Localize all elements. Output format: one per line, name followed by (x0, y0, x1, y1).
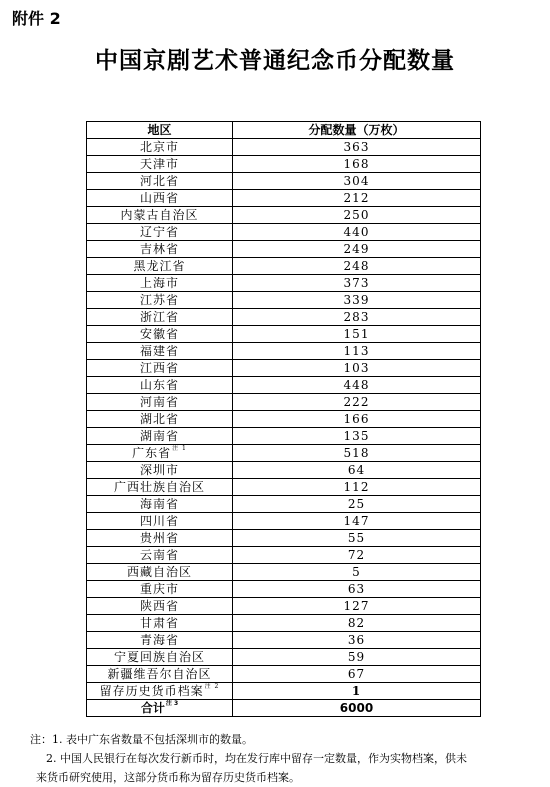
region-name: 西藏自治区 (126, 564, 192, 579)
table-row (87, 683, 481, 700)
table-row (87, 547, 481, 564)
table-row (87, 496, 481, 513)
footnote-2-continued: 来货币研究使用，这部分货币称为留存历史货币档案。 (36, 771, 300, 784)
table-row (87, 462, 481, 479)
region-name: 浙江省 (139, 309, 179, 324)
region-cell (87, 530, 233, 547)
region-cell (87, 479, 233, 496)
region-name: 陕西省 (139, 598, 179, 613)
table-row (87, 428, 481, 445)
table-row (87, 258, 481, 275)
count-cell: 249 (233, 241, 481, 258)
count-cell: 36 (233, 632, 481, 649)
footnote-marker: 注 3 (165, 699, 179, 707)
table-row (87, 411, 481, 428)
region-name: 北京市 (139, 139, 179, 154)
region-cell (87, 547, 233, 564)
table-header-row (87, 122, 481, 139)
table-row (87, 445, 481, 462)
region-cell (87, 462, 233, 479)
count-cell: 448 (233, 377, 481, 394)
region-name: 重庆市 (139, 581, 179, 596)
count-cell: 166 (233, 411, 481, 428)
region-cell (87, 411, 233, 428)
region-cell (87, 445, 233, 462)
distribution-table (86, 121, 481, 717)
region-name: 甘肃省 (139, 615, 179, 630)
region-name: 河北省 (139, 173, 179, 188)
region-name: 深圳市 (139, 462, 179, 477)
region-cell (87, 496, 233, 513)
table-row (87, 224, 481, 241)
table-row (87, 207, 481, 224)
region-cell (87, 258, 233, 275)
count-cell: 63 (233, 581, 481, 598)
table-row (87, 275, 481, 292)
region-name: 辽宁省 (139, 224, 179, 239)
count-cell: 112 (233, 479, 481, 496)
region-name: 内蒙古自治区 (120, 207, 199, 222)
count-cell: 59 (233, 649, 481, 666)
footnotes (30, 730, 530, 787)
count-cell: 25 (233, 496, 481, 513)
table-row (87, 343, 481, 360)
table-row (87, 581, 481, 598)
region-name: 贵州省 (139, 530, 179, 545)
region-name: 天津市 (139, 156, 179, 171)
table-row (87, 139, 481, 156)
total-label-cell (87, 700, 233, 717)
footnote-marker: 注 2 (204, 682, 220, 690)
region-cell (87, 343, 233, 360)
total-label: 合计 (140, 700, 165, 715)
header-region: 地区 (87, 122, 233, 139)
count-cell: 82 (233, 615, 481, 632)
region-cell (87, 649, 233, 666)
region-cell (87, 275, 233, 292)
region-cell (87, 326, 233, 343)
table-row (87, 326, 481, 343)
footnote-marker: 注 1 (172, 444, 187, 452)
region-cell (87, 428, 233, 445)
page-title: 中国京剧艺术普通纪念币分配数量 (95, 48, 455, 74)
count-cell: 67 (233, 666, 481, 683)
count-cell: 283 (233, 309, 481, 326)
region-cell (87, 564, 233, 581)
region-cell (87, 632, 233, 649)
region-cell (87, 156, 233, 173)
count-cell: 339 (233, 292, 481, 309)
table-row (87, 615, 481, 632)
count-cell: 222 (233, 394, 481, 411)
region-cell (87, 241, 233, 258)
table-row (87, 173, 481, 190)
region-name: 河南省 (139, 394, 179, 409)
table-row (87, 394, 481, 411)
count-cell: 304 (233, 173, 481, 190)
count-cell: 147 (233, 513, 481, 530)
region-cell (87, 581, 233, 598)
count-cell: 440 (233, 224, 481, 241)
region-name: 四川省 (139, 513, 179, 528)
table-row (87, 564, 481, 581)
count-cell: 151 (233, 326, 481, 343)
region-name: 湖南省 (139, 428, 179, 443)
region-name: 山西省 (139, 190, 179, 205)
region-cell (87, 139, 233, 156)
region-cell (87, 207, 233, 224)
table-row (87, 666, 481, 683)
table-row (87, 309, 481, 326)
region-cell (87, 224, 233, 241)
table-row (87, 190, 481, 207)
table-row (87, 377, 481, 394)
count-cell: 113 (233, 343, 481, 360)
region-cell (87, 598, 233, 615)
region-cell (87, 377, 233, 394)
table-row (87, 632, 481, 649)
region-name: 广东省 (132, 445, 172, 460)
region-name: 黑龙江省 (133, 258, 186, 273)
region-cell (87, 615, 233, 632)
count-cell: 64 (233, 462, 481, 479)
region-cell (87, 360, 233, 377)
count-cell: 518 (233, 445, 481, 462)
region-name: 湖北省 (139, 411, 179, 426)
table-row (87, 649, 481, 666)
region-name: 新疆维吾尔自治区 (107, 666, 212, 681)
region-cell (87, 394, 233, 411)
region-name: 广西壮族自治区 (113, 479, 205, 494)
region-name: 留存历史货币档案 (99, 683, 204, 698)
count-cell: 250 (233, 207, 481, 224)
table-row (87, 530, 481, 547)
region-name: 宁夏回族自治区 (113, 649, 205, 664)
footnote-2: 2. 中国人民银行在每次发行新币时，均在发行库中留存一定数量，作为实物档案，供未 (46, 752, 467, 765)
table-row (87, 513, 481, 530)
region-name: 青海省 (139, 632, 179, 647)
region-cell (87, 292, 233, 309)
table-row (87, 156, 481, 173)
region-cell (87, 666, 233, 683)
count-cell: 103 (233, 360, 481, 377)
count-cell: 1 (233, 683, 481, 700)
table-row (87, 479, 481, 496)
count-cell: 373 (233, 275, 481, 292)
region-cell (87, 309, 233, 326)
region-name: 吉林省 (139, 241, 179, 256)
table-row (87, 292, 481, 309)
count-cell: 55 (233, 530, 481, 547)
region-name: 福建省 (139, 343, 179, 358)
total-row (87, 700, 481, 717)
count-cell: 168 (233, 156, 481, 173)
count-cell: 127 (233, 598, 481, 615)
region-cell (87, 513, 233, 530)
count-cell: 248 (233, 258, 481, 275)
header-count: 分配数量（万枚） (233, 122, 481, 139)
region-name: 江西省 (139, 360, 179, 375)
region-name: 江苏省 (139, 292, 179, 307)
attachment-label: 附件 2 (12, 9, 61, 28)
region-cell (87, 173, 233, 190)
footnote-1: 注：1. 表中广东省数量不包括深圳市的数量。 (30, 733, 253, 746)
count-cell: 72 (233, 547, 481, 564)
count-cell: 5 (233, 564, 481, 581)
region-name: 云南省 (139, 547, 179, 562)
region-cell (87, 190, 233, 207)
table-row (87, 360, 481, 377)
count-cell: 212 (233, 190, 481, 207)
table-row (87, 598, 481, 615)
region-name: 山东省 (139, 377, 179, 392)
total-count: 6000 (233, 700, 481, 717)
region-name: 海南省 (139, 496, 179, 511)
table-row (87, 241, 481, 258)
table-body (87, 139, 481, 717)
region-cell (87, 683, 233, 700)
count-cell: 135 (233, 428, 481, 445)
count-cell: 363 (233, 139, 481, 156)
region-name: 安徽省 (139, 326, 179, 341)
region-name: 上海市 (139, 275, 179, 290)
